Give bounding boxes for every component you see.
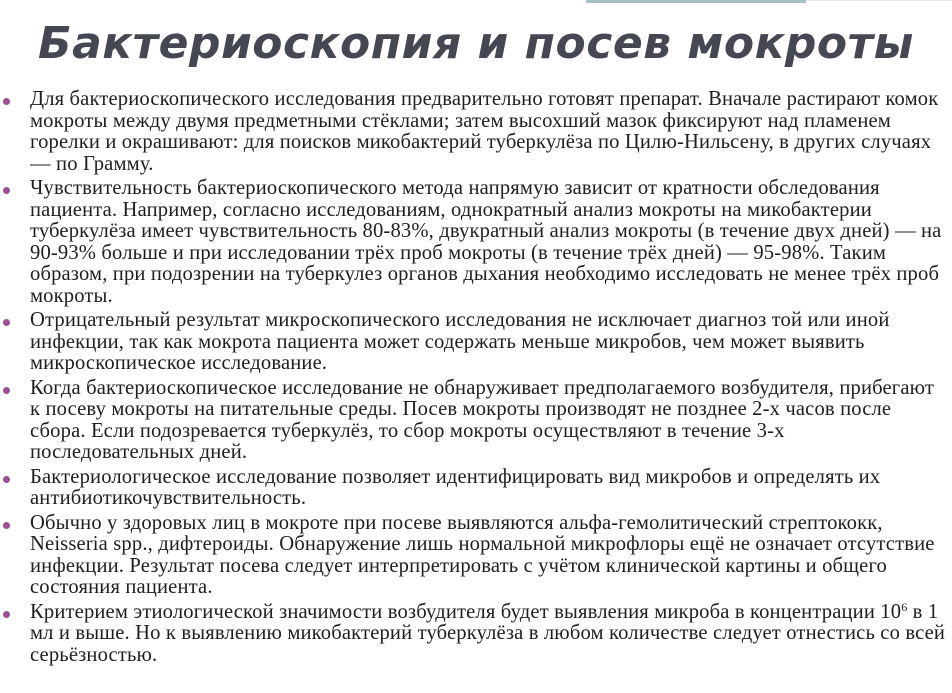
top-accent-bar [586, 0, 806, 3]
bullet-text-after: в 1 мл и выше. Но к выявлению микобактерий туберкулёза в любом количестве следует отнестись со всей серьёзностью. [30, 600, 946, 666]
bullet-dot-icon [3, 319, 10, 326]
bullet-dot-icon [3, 98, 10, 105]
bullet-item-etiological-criterion [0, 599, 952, 667]
bullet-list [0, 89, 952, 669]
bullet-dot-icon [3, 522, 10, 529]
bullet-text: Чувствительность бактериоскопического метода напрямую зависит от кратности обследования пациента. Например, согласно исследованиям, однократный анализ мокроты на микобактерии туберкулёза имеет чувствительность 80-83%, двукратный анализ мокроты (в течение двух дней) — на 90-93% больше и при исследовании трёх проб мокроты (в течение трёх дней) — 95-98%. Таким образом, при подозрении на туберкулез органов дыхания необходимо исследовать не менее трёх проб мокроты. [30, 177, 942, 307]
bullet-text: Обычно у здоровых лиц в мокроте при посеве выявляются альфа-гемолитический стрептококк, Neisseria spp., дифтероиды. Обнаружение лишь нормальной микрофлоры ещё не означает отсутствие инфекции. Результат посева следует интерпретировать с учётом клинической картины и общего состояния пациента. [30, 511, 935, 598]
bullet-superscript: 6 [901, 599, 908, 614]
bullet-text-before: Критерием этиологической значимости возбудителя будет выявления микроба в концентрации 10 [30, 600, 902, 623]
bullet-item-negative-result [0, 310, 952, 375]
bullet-item-smear-preparation [0, 89, 952, 175]
top-accent-line [806, 0, 952, 1]
bullet-item-sensitivity [0, 178, 952, 307]
bullet-dot-icon [3, 476, 10, 483]
bullet-text: Бактериологическое исследование позволяет идентифицировать вид микробов и определять их антибиотикочувствительность. [30, 465, 881, 509]
bullet-dot-icon [3, 387, 10, 394]
bullet-dot-icon [3, 611, 10, 618]
bullet-item-bacteriological [0, 467, 952, 510]
bullet-text: Когда бактериоскопическое исследование не обнаруживает предполагаемого возбудителя, прибегают к посеву мокроты на питательные среды. Посев мокроты производят не позднее 2-х часов после сбора. Если подозревается туберкулёз, то сбор мокроты осуществляют в течение 3-х последовательных дней. [30, 376, 935, 463]
slide-title: Бактериоскопия и посев мокроты [38, 18, 914, 69]
bullet-dot-icon [3, 187, 10, 194]
bullet-text: Отрицательный результат микроскопического исследования не исключает диагноз той или иной инфекции, так как мокрота пациента может содержать меньше микробов, чем может выявить микроскопическое исследование. [30, 309, 890, 374]
bullet-item-culture [0, 378, 952, 464]
bullet-item-normal-flora [0, 513, 952, 599]
bullet-text: Для бактериоскопического исследования предварительно готовят препарат. Вначале растирают комок мокроты между двумя предметными стёклами; затем высохший мазок фиксируют над пламенем горелки и окрашивают: для поисков микобактерий туберкулёза по Цилю-Нильсену, в других случаях — по Грамму. [30, 88, 939, 175]
